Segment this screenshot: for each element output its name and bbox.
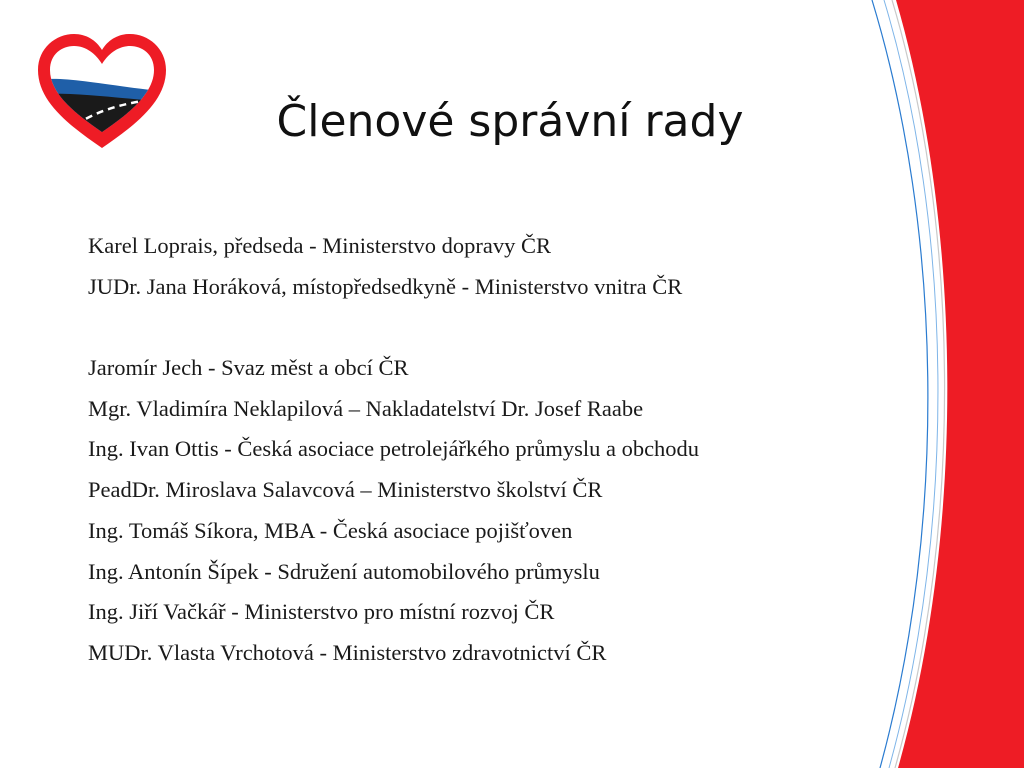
slide-title: Členové správní rady bbox=[276, 96, 744, 147]
member-item: Ing. Jiří Vačkář - Ministerstvo pro místní rozvoj ČR bbox=[88, 599, 555, 625]
member-item: Jaromír Jech - Svaz měst a obcí ČR bbox=[88, 355, 409, 381]
board-members-list bbox=[88, 229, 888, 677]
member-item: Mgr. Vladimíra Neklapilová – Nakladatelství Dr. Josef Raabe bbox=[88, 395, 644, 421]
heart-road-logo-icon bbox=[36, 32, 168, 150]
member-item: Ing. Ivan Ottis - Česká asociace petrolejářkého průmyslu a obchodu bbox=[88, 436, 700, 462]
member-item: PeadDr. Miroslava Salavcová – Ministerstvo školství ČR bbox=[88, 477, 603, 503]
member-item: JUDr. Jana Horáková, místopředsedkyně - Ministerstvo vnitra ČR bbox=[88, 273, 683, 299]
member-item: MUDr. Vlasta Vrchotová - Ministerstvo zdravotnictví ČR bbox=[88, 639, 607, 665]
member-item: Ing. Tomáš Síkora, MBA - Česká asociace pojišťoven bbox=[88, 517, 573, 543]
list-spacer bbox=[88, 310, 888, 351]
member-item: Karel Loprais, předseda - Ministerstvo dopravy ČR bbox=[88, 233, 552, 258]
member-item: Ing. Antonín Šípek - Sdružení automobilového průmyslu bbox=[88, 558, 600, 584]
